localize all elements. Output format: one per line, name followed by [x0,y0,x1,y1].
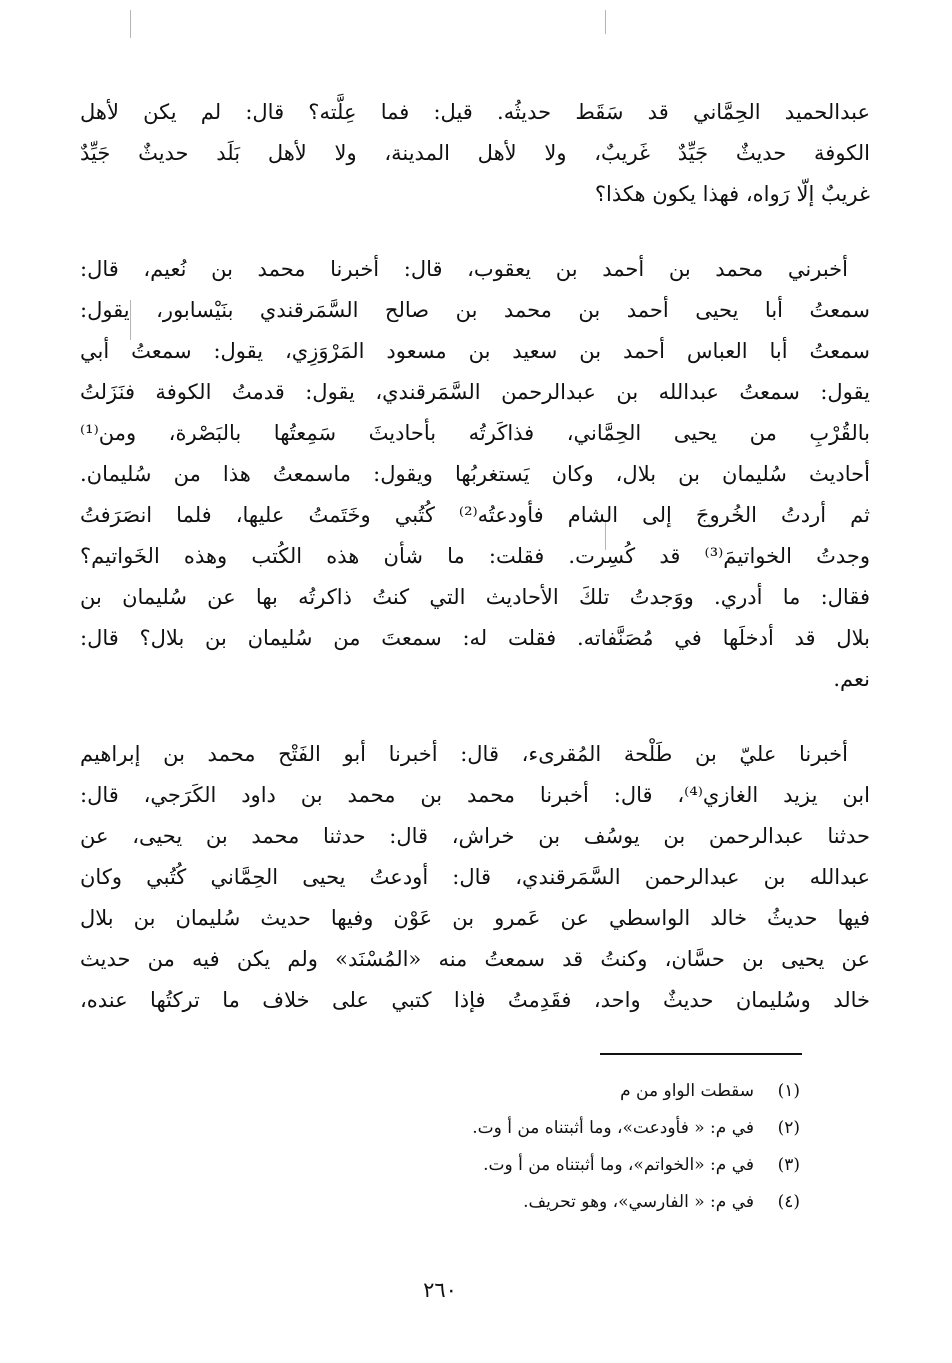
text-line: فقال: ما أدري. ووَجدتُ تلكَ الأحاديث التي كنتُ ذاكرتُه بها عن سُليمان بن [80,585,870,609]
text-line: أحاديث سُليمان بن بلال، وكان يَستغربُها ويقول: ماسمعتُ هذا من سُليمان. [80,462,870,486]
text-line: خالد وسُليمان حديثٌ واحد، فقَدِمتُ فإذا كتبي على خلاف ما تركتُها عنده، [80,988,870,1012]
text-line: عبدالله بن عبدالرحمن السَّمَرقندي، قال: أودعتُ يحيى الحِمَّاني كُتُبي وكان [80,865,870,889]
text-line: سمعتُ أبا يحيى أحمد بن محمد بن صالح السَّمَرقندي بنَيْسابور، يقول: [80,298,870,322]
footnote-number: (٢) [777,1117,800,1138]
text-line: عبدالحميد الحِمَّاني قد سَقَط حديثُه. قيل: فما عِلَّته؟ قال: لم يكن لأهل [80,100,870,124]
text-line: فيها حديثُ خالد الواسطي عن عَمرو بن عَوْن وفيها حديث سُليمان بن بلال [80,906,870,930]
text-line: عن يحيى بن حسَّان، وكنتُ قد سمعتُ منه «المُسْنَد» ولم يكن فيه من حديث [80,947,870,971]
text-line: سمعتُ أبا العباس أحمد بن سعيد بن مسعود المَرْوَزِي، يقول: سمعتُ أبي [80,339,870,363]
footnote-separator [600,1053,802,1055]
footnotes [300,1072,800,1220]
paragraph [80,92,870,215]
page-number: ٢٦٠ [423,1278,457,1302]
text-line: حدثنا عبدالرحمن بن يوسُف بن خراش، قال: حدثنا محمد بن يحيى، عن [80,824,870,848]
text-line: الكوفة حديثٌ جَيِّدٌ غَريبٌ، ولا لأهل المدينة، ولا لأهل بَلَد حديثٌ جَيِّدٌ [80,141,870,165]
text-line: نعم. [833,667,870,691]
main-text [80,92,870,1021]
text-line: ابن يزيد الغازي⁽⁴⁾، قال: أخبرنا محمد بن محمد بن داود الكَرَجي، قال: [80,783,870,807]
text-line: أخبرنا عليّ بن طَلْحة المُقرىء، قال: أخبرنا أبو الفَتْح محمد بن إبراهيم [80,742,848,766]
paragraph [80,734,870,1021]
scan-speck [130,10,131,38]
text-line: غريبٌ إلّا رَواه، فهذا يكون هكذا؟ [594,182,870,206]
text-line: يقول: سمعتُ عبدالله بن عبدالرحمن السَّمَرقندي، يقول: قدمتُ الكوفة فنَزَلتُ [80,380,870,404]
footnote [300,1072,800,1109]
text-line: بلال قد أدخلَها في مُصَنَّفاته. فقلت له: سمعتَ من سُليمان بن بلال؟ قال: [80,626,870,650]
footnote [300,1146,800,1183]
text-line: وجدتُ الخواتيمَ⁽³⁾ قد كُسِرت. فقلت: ما شأن هذه الكُتب وهذه الخَواتيم؟ [80,544,870,568]
footnote-text: سقطت الواو من م [620,1080,754,1101]
footnote-number: (٤) [777,1191,800,1212]
footnote [300,1109,800,1146]
text-line: ثم أردتُ الخُروجَ إلى الشام فأودعتُه⁽²⁾ كُتُبي وخَتَمتُ عليها، فلما انصَرَفتُ [80,503,870,527]
scan-speck [605,10,606,34]
paragraph [80,249,870,700]
footnote [300,1183,800,1220]
text-line: أخبرني محمد بن أحمد بن يعقوب، قال: أخبرنا محمد بن نُعيم، قال: [80,257,848,281]
footnote-text: في م: « فأودعت»، وما أثبتناه من أ وت. [472,1117,754,1138]
footnote-number: (١) [777,1080,800,1101]
text-line: بالقُرْبِ من يحيى الحِمَّاني، فذاكَرتُه بأحاديثَ سَمِعتُها بالبَصْرة، ومن⁽¹⁾ [80,421,870,445]
footnote-text: في م: «الخواتم»، وما أثبتناه من أ وت. [483,1154,754,1175]
footnote-number: (٣) [777,1154,800,1175]
footnote-text: في م: « الفارسي»، وهو تحريف. [523,1191,754,1212]
